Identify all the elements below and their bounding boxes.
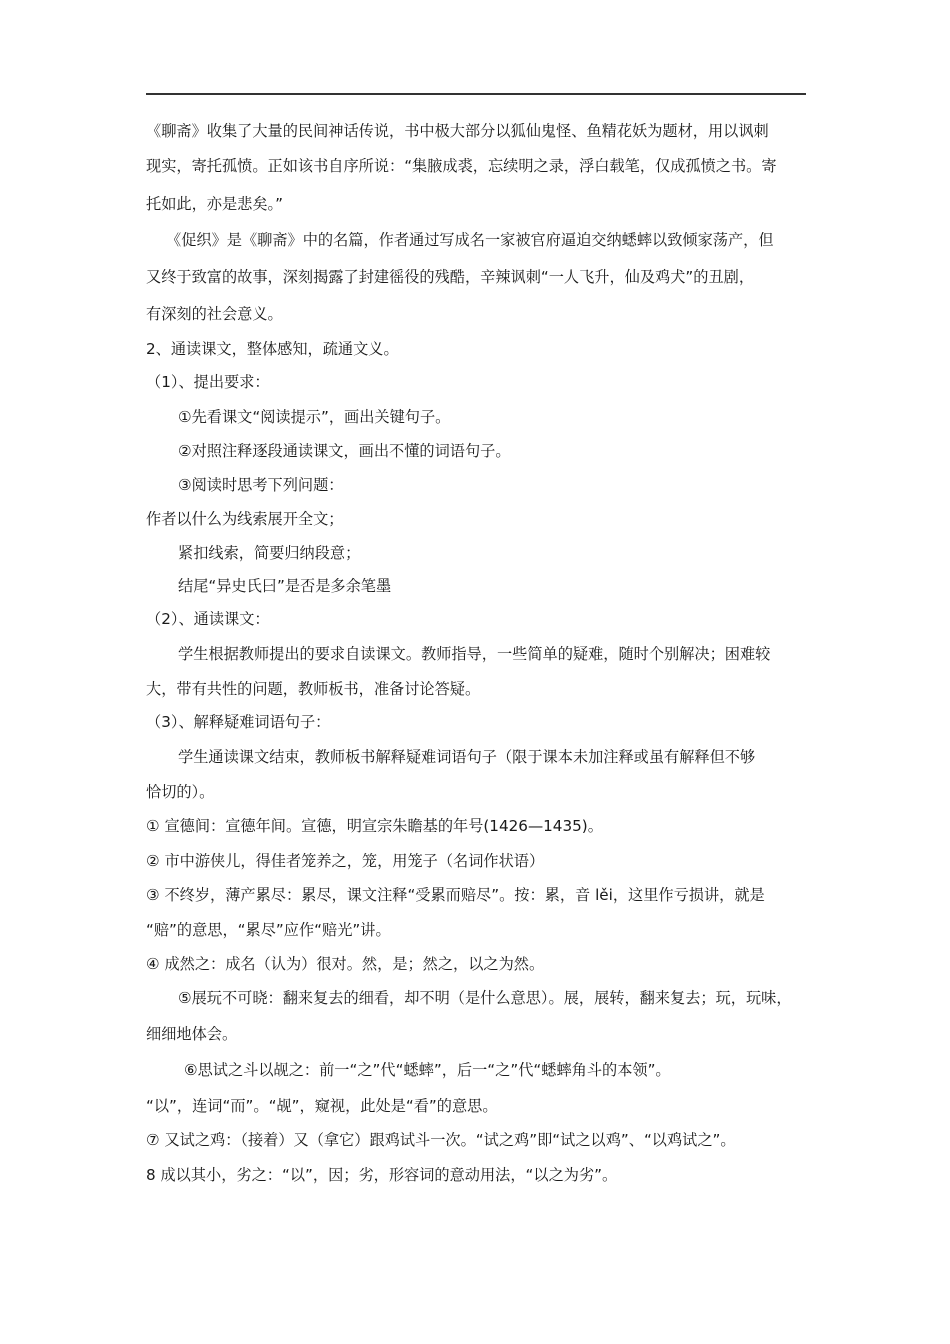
text-line: 又终于致富的故事，深刻揭露了封建徭役的残酷，辛辣讽刺“一人飞升，仙及鸡犬”的丑剧，: [146, 268, 755, 286]
header-rule: [146, 93, 806, 95]
text-line: 结尾“异史氏曰”是否是多余笔墨: [178, 577, 392, 595]
text-line: 大，带有共性的问题，教师板书，准备讨论答疑。: [146, 680, 481, 698]
text-line: 恰切的）。: [146, 783, 215, 801]
text-line: 紧扣线索，简要归纳段意；: [178, 544, 361, 562]
text-line: ②对照注释逐段通读课文，画出不懂的词语句子。: [178, 442, 511, 460]
text-line: 学生通读课文结束，教师板书解释疑难词语句子（限于课本未加注释或虽有解释但不够: [178, 748, 756, 766]
text-line: 作者以什么为线索展开全文；: [146, 510, 344, 528]
text-line: ④ 成然之：成名（认为）很对。然，是；然之，以之为然。: [146, 955, 545, 973]
text-line: ③阅读时思考下列问题：: [178, 476, 344, 494]
text-line: ③ 不终岁，薄产累尽：累尽，课文注释“受累而赔尽”。按：累，音 lěi，这里作亏损讲，就是: [146, 886, 765, 904]
text-line: ⑥思试之斗以觇之：前一“之”代“蟋蟀”，后一“之”代“蟋蟀角斗的本领”。: [184, 1061, 671, 1079]
text-line: 有深刻的社会意义。: [146, 305, 283, 323]
text-line: 《促织》是《聊斋》中的名篇，作者通过写成名一家被官府逼迫交纳蟋蟀以致倾家荡产，但: [166, 231, 774, 249]
text-line: 学生根据教师提出的要求自读课文。教师指导，一些简单的疑难，随时个别解决；困难较: [178, 645, 771, 663]
text-line: 《聊斋》收集了大量的民间神话传说，书中极大部分以狐仙鬼怪、鱼精花妖为题材，用以讽刺: [146, 122, 769, 140]
text-line: ② 市中游侠儿，得佳者笼养之，笼，用笼子（名词作状语）: [146, 852, 545, 870]
text-line: ① 宣德间：宣德年间。宣德，明宣宗朱瞻基的年号(1426—1435)。: [146, 817, 603, 835]
text-line: 细细地体会。: [146, 1025, 238, 1043]
text-line: 8 成以其小，劣之：“以”，因；劣，形容词的意动用法，“以之为劣”。: [146, 1166, 618, 1184]
text-line: ①先看课文“阅读提示”，画出关键句子。: [178, 408, 451, 426]
text-line: 现实，寄托孤愤。正如该书自序所说：“集腋成裘，忘续明之录，浮白载笔，仅成孤愤之书。寄: [146, 157, 777, 175]
text-line: 托如此，亦是悲矣。”: [146, 195, 283, 213]
text-line: （1）、提出要求：: [146, 373, 270, 391]
text-line: ⑦ 又试之鸡：（接着）又（拿它）跟鸡试斗一次。“试之鸡”即“试之以鸡”、“以鸡试之”。: [146, 1131, 736, 1149]
text-line: 2、通读课文，整体感知，疏通文义。: [146, 340, 399, 358]
text-line: （3）、解释疑难词语句子：: [146, 713, 331, 731]
text-line: ⑤展玩不可晓：翻来复去的细看，却不明（是什么意思）。展，展转，翻来复去；玩，玩味，: [178, 989, 792, 1007]
text-line: （2）、通读课文：: [146, 610, 270, 628]
text-line: “以”，连词“而”。“觇”，窥视，此处是“看”的意思。: [146, 1097, 498, 1115]
text-line: “赔”的意思，“累尽”应作“赔光”讲。: [146, 921, 391, 939]
